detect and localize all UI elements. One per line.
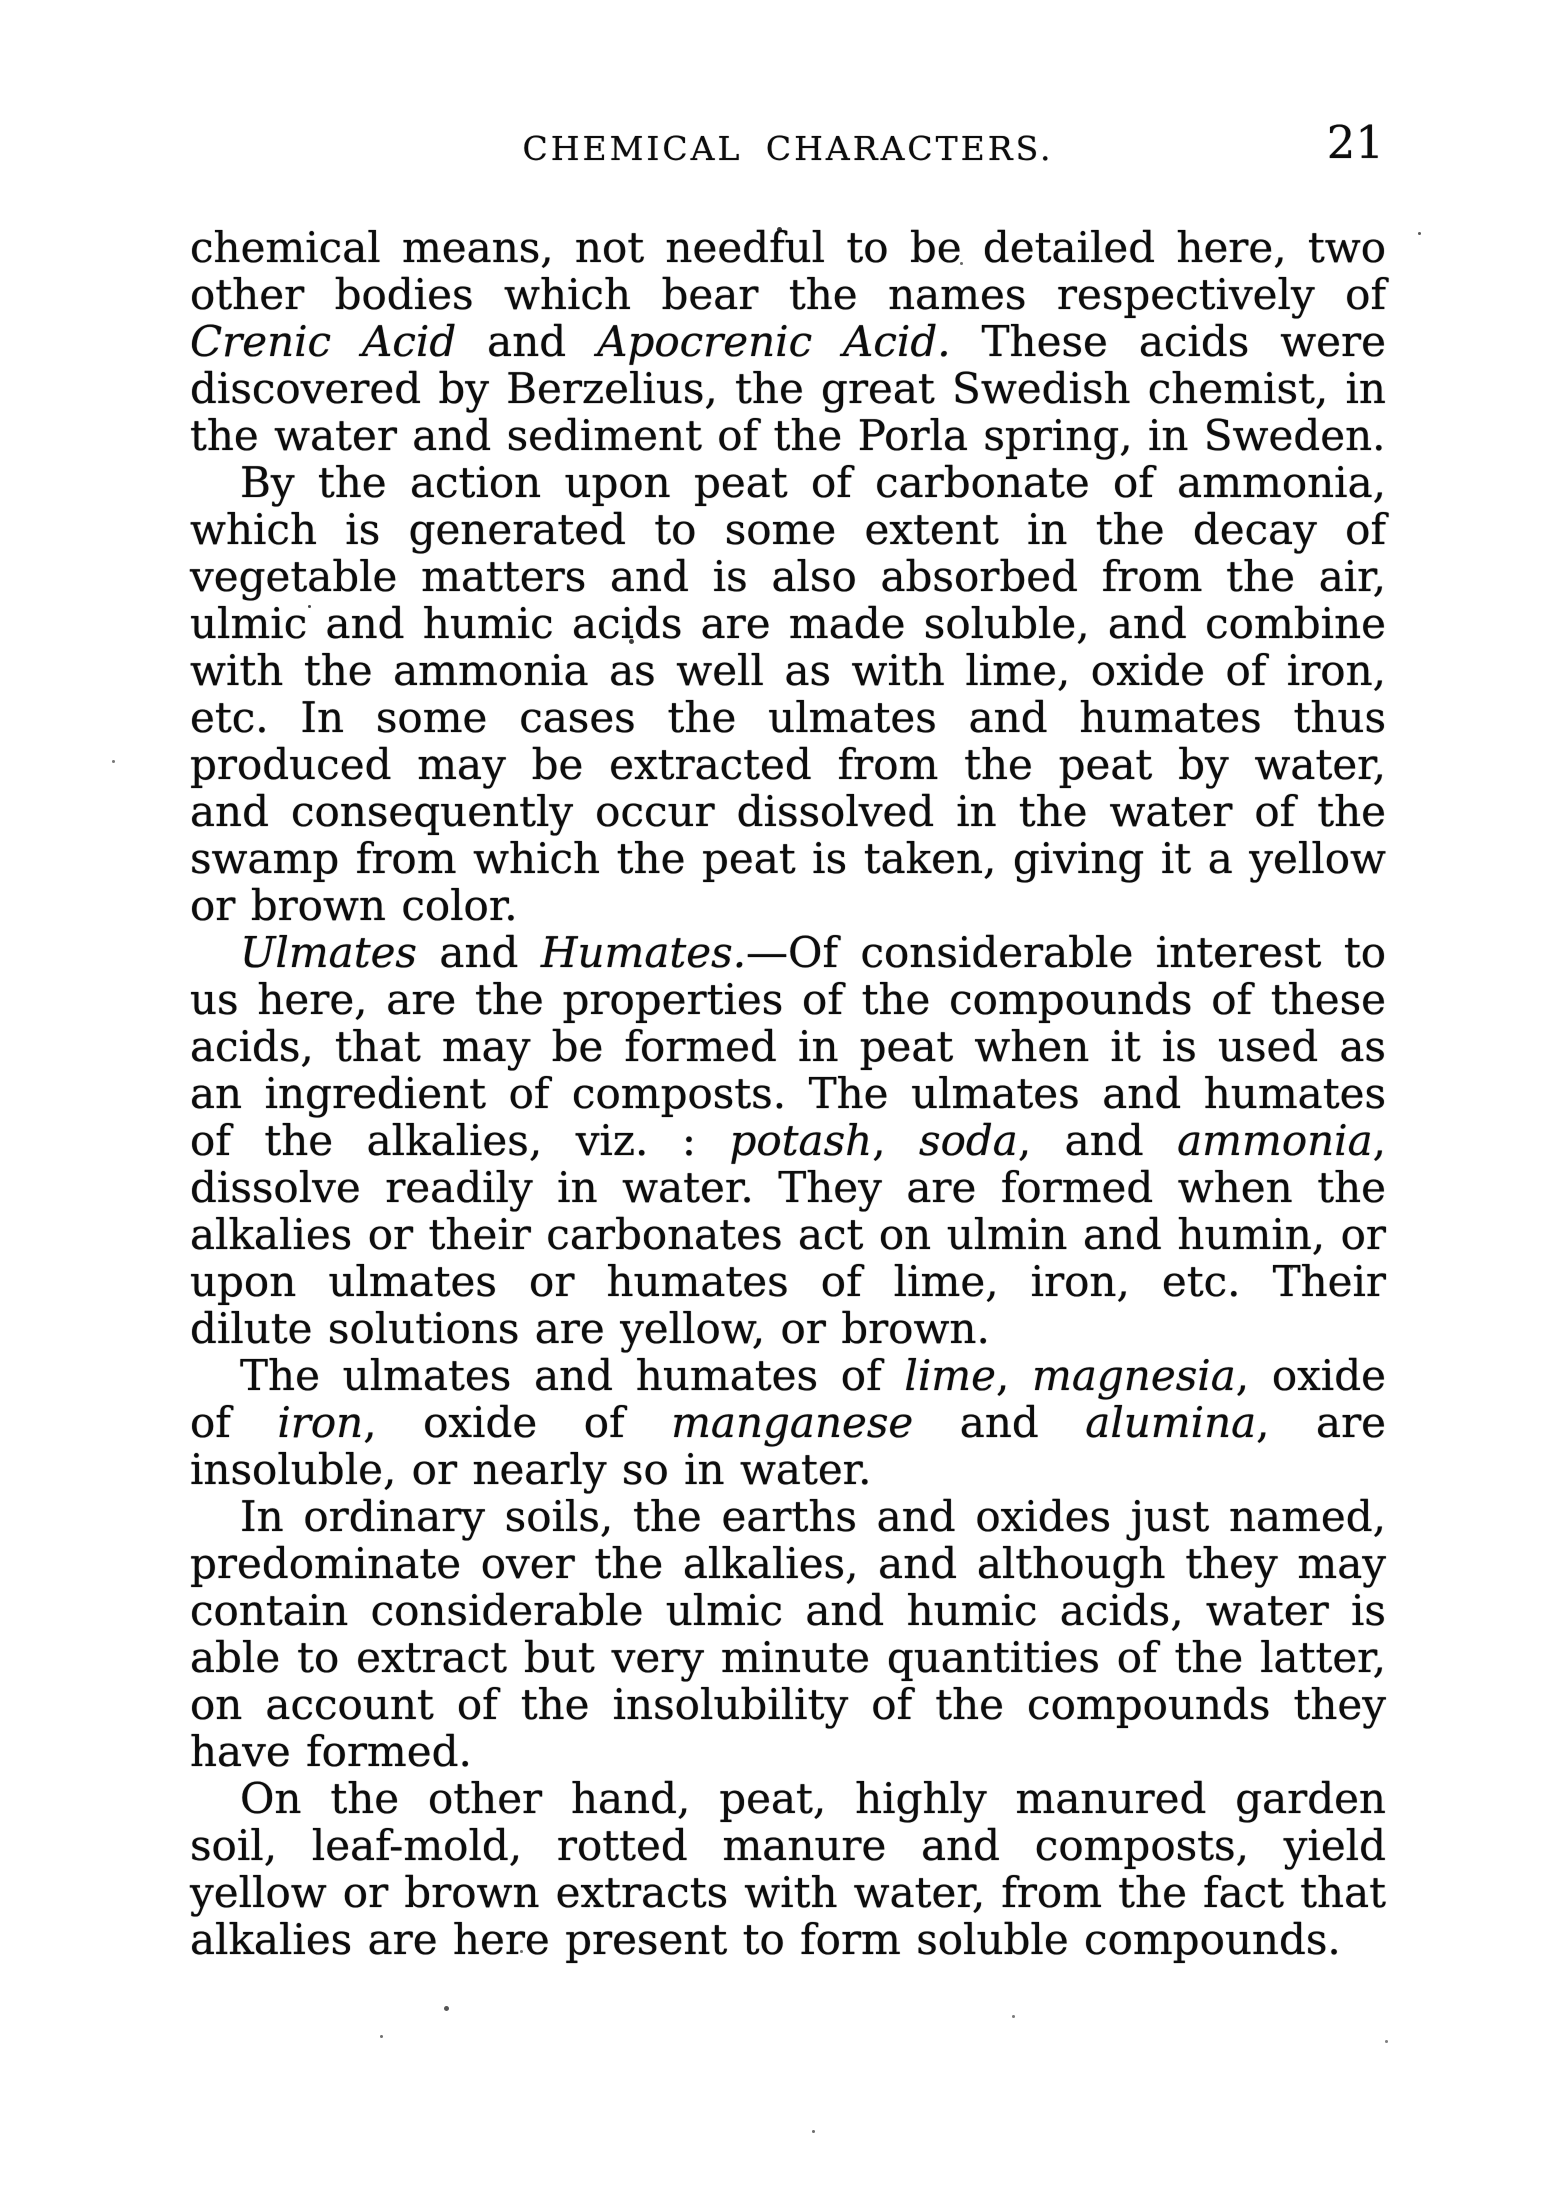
text-run: , [995,1351,1033,1400]
page-title: CHEMICAL CHARACTERS. [522,129,1054,168]
italic-term: alumina [1085,1398,1257,1447]
text-run: , oxide of [363,1398,672,1447]
paragraph-3 [190,929,1386,1352]
page-body [190,224,1386,1963]
text-run: In ordinary soils, the earths and oxides just named, predominate over the alkalies, and although they may contain considerable ulmic and humic acids, water is able to extract but very minute quantities of the latter, on account of the insolubility of the compounds they have formed. [190,1492,1386,1776]
italic-term: iron [277,1398,364,1447]
italic-term: manganese [671,1398,914,1447]
paragraph-5 [190,1493,1386,1775]
text-run: , oxide of [190,1351,1386,1447]
italic-term: magnesia [1032,1351,1236,1400]
italic-term: Ulmates [240,928,417,977]
text-run: , dissolve readily in water. They are formed when the alkalies or their carbonates act on ulmin and humin, or upon ulmates or humates of lime, iron, etc. Their dilute solutions are yellow, or brown. [190,1116,1387,1353]
paragraph-6 [190,1775,1386,1963]
text-run: chemical means, not needful to be detailed here, two other bodies which bear the names respectively of [190,223,1386,319]
italic-term: soda [919,1116,1018,1165]
text-run: These acids were discovered by Berzelius, the great Swedish chemist, in the water and sediment of the Porla spring, in Sweden. [190,317,1386,460]
text-run: and [913,1398,1086,1447]
paragraph-1 [190,224,1386,459]
text-run: , and [1017,1116,1178,1165]
text-run: On the other hand, peat, highly manured garden soil, leaf-mold, rotted manure and composts, yield yellow or brown extracts with water, from the fact that alkalies are here present to form soluble compounds. [190,1774,1386,1964]
text-run: and [416,928,541,977]
italic-term: Apocrenic Acid. [597,317,951,366]
text-run: By the action upon peat of carbonate of ammonia, which is generated to some extent in the decay of vegetable matters and is also absorbed from the air, ulmic and humic acids are made soluble, and combine with the ammonia as well as with lime, oxide of iron, etc. In some cases the ulmates and humates thus produced may be extracted from the peat by water, and consequently occur dissolved in the water of the swamp from which the peat is taken, giving it a yellow or brown color. [190,458,1386,930]
text-run: , are insoluble, or nearly so in water. [190,1398,1386,1494]
italic-term: potash [729,1116,873,1165]
italic-term: Humates. [540,928,747,977]
paragraph-4 [190,1352,1386,1493]
italic-term: lime [904,1351,996,1400]
page-number: 21 [1326,116,1384,169]
paragraph-2 [190,459,1386,929]
text-run: , [872,1116,920,1165]
running-head [190,118,1386,180]
italic-term: Crenic Acid [190,317,457,366]
text-run: The ulmates and humates of [240,1351,905,1400]
italic-term: ammonia [1177,1116,1373,1165]
text-column [190,118,1386,1963]
text-run: —Of considerable interest to us here, are the properties of the compounds of these acids, that may be formed in peat when it is used as an ingredient of composts. The ulmates and humates of the alkalies, viz. : [190,928,1386,1165]
scan-speckles [0,0,3,3]
text-run: and [456,317,598,366]
